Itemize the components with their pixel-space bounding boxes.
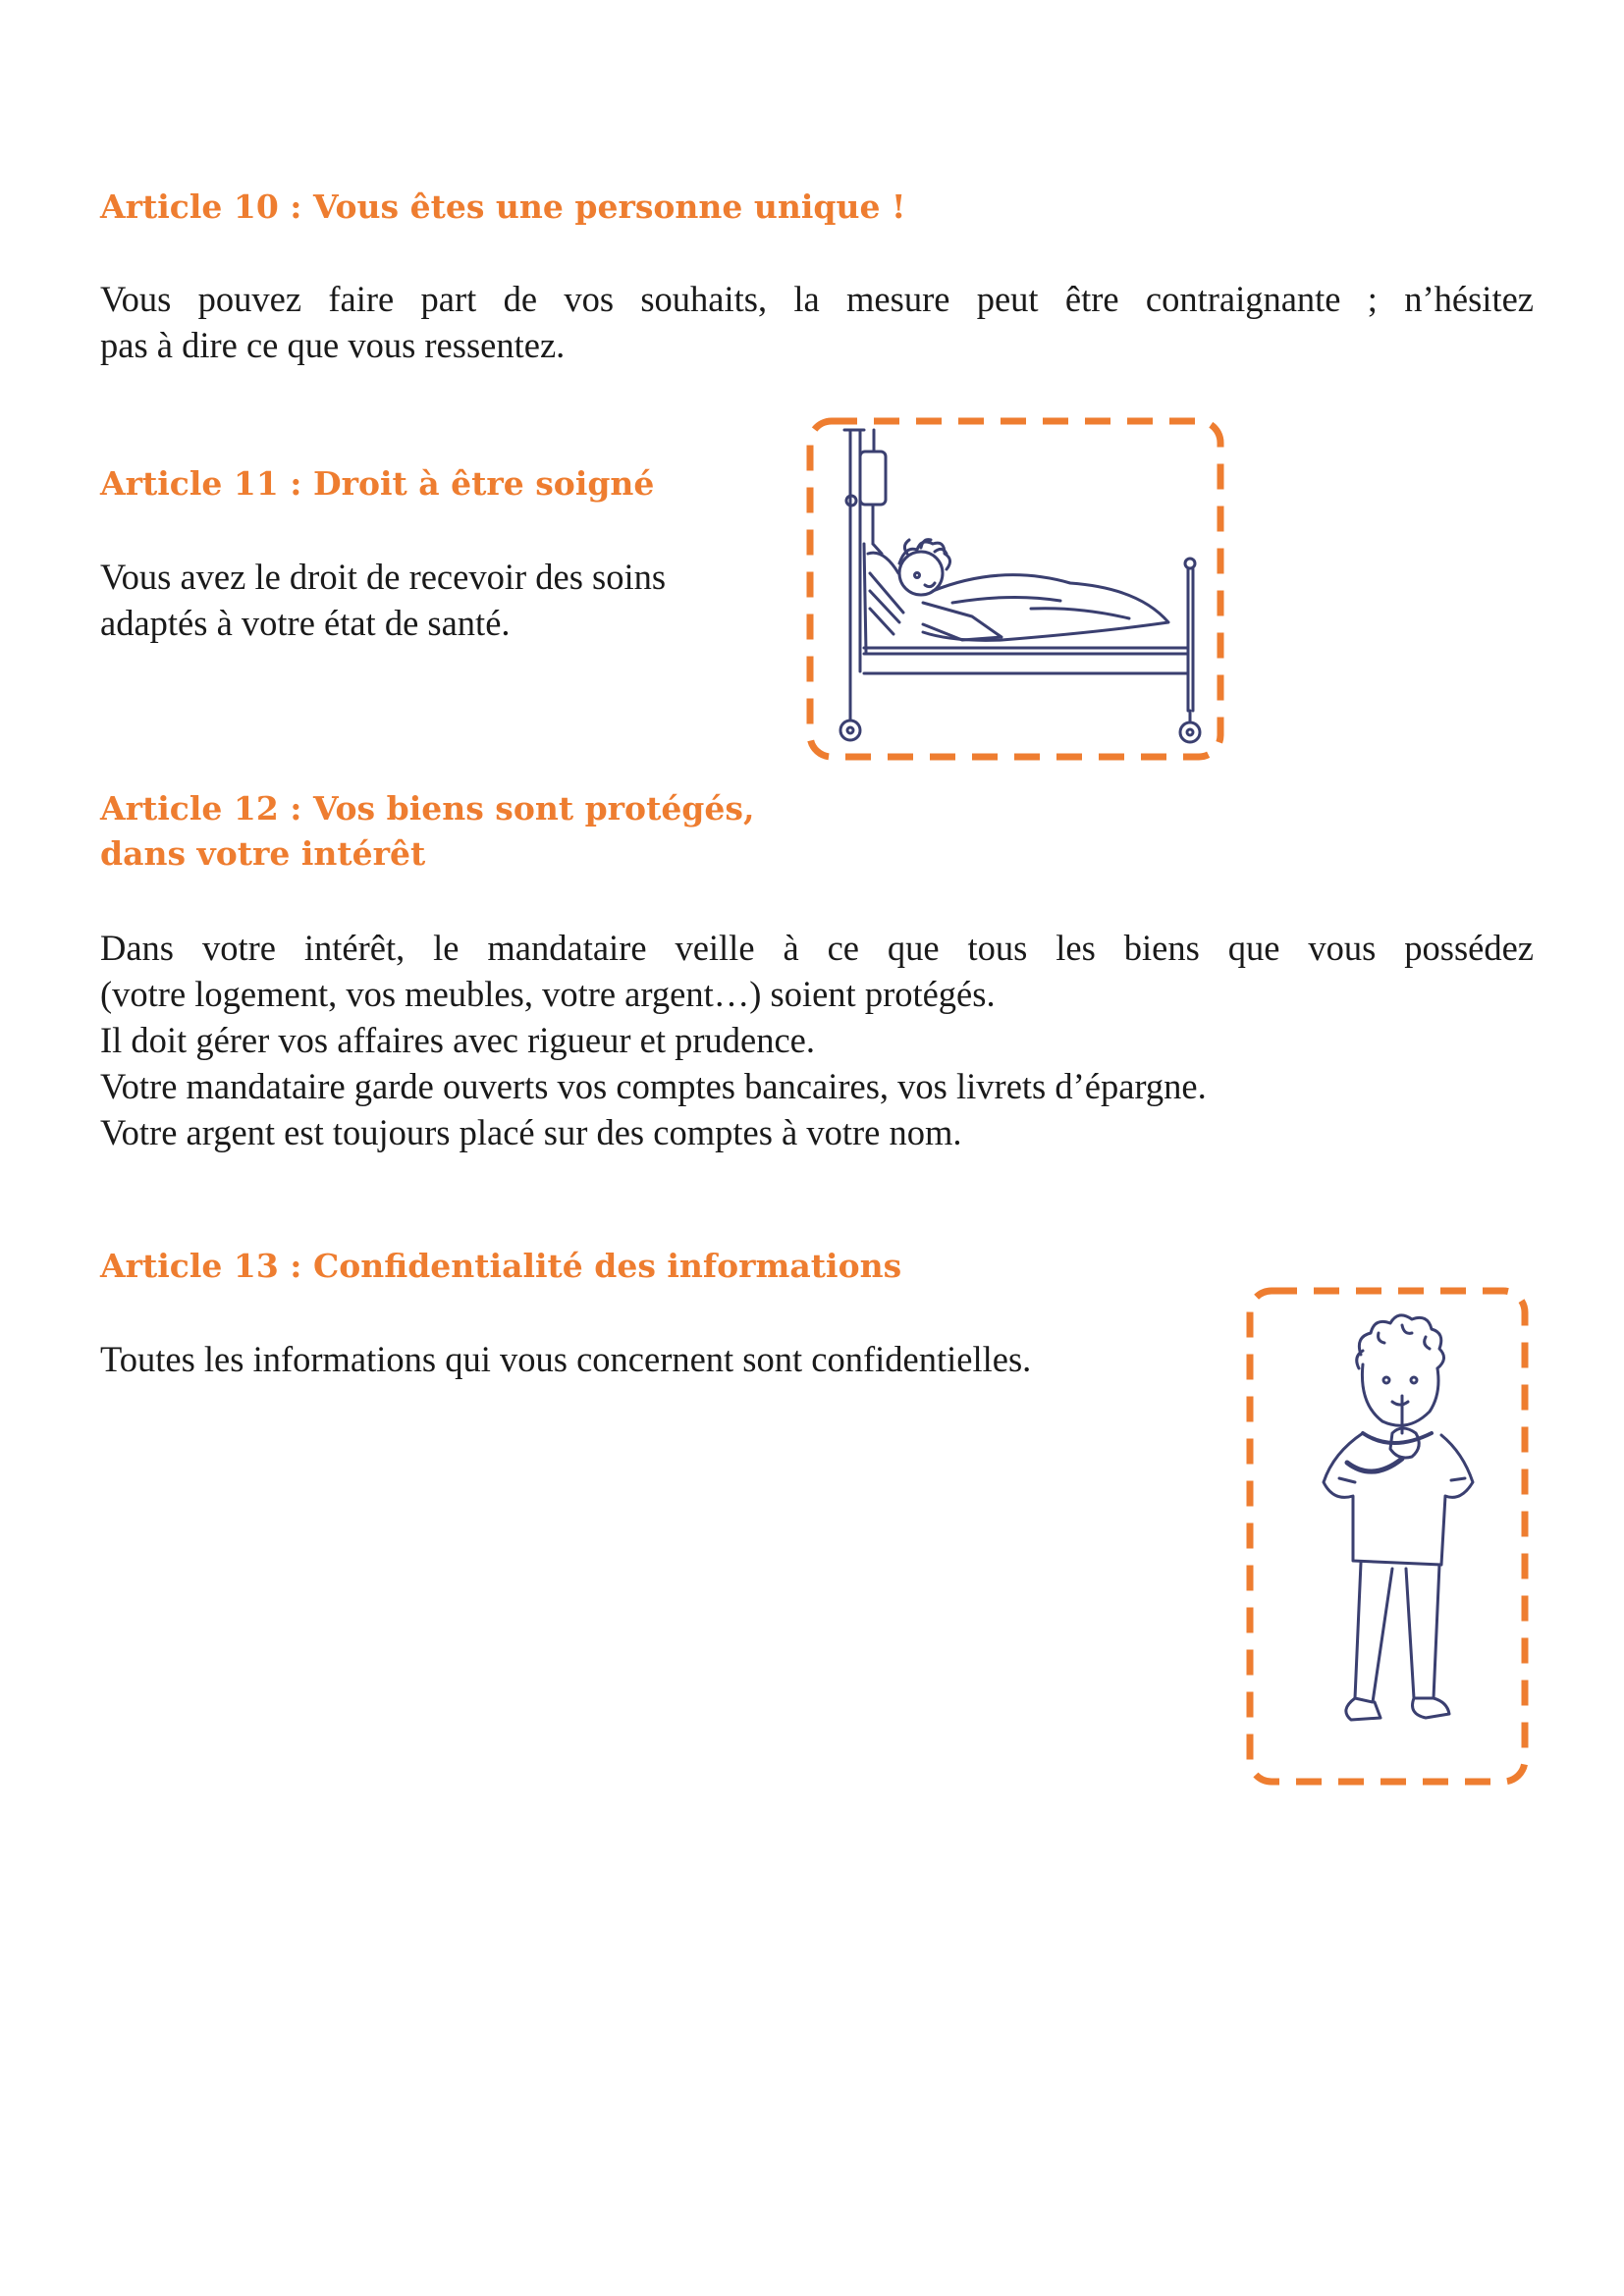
article-13-title: Article 13 : Confidentialité des informations <box>100 1247 902 1285</box>
person-shush-icon <box>1245 1286 1530 1787</box>
article-12-title-line: dans votre intérêt <box>100 834 426 873</box>
article-10-text <box>100 276 1534 368</box>
article-12-line: Votre mandataire garde ouverts vos comptes bancaires, vos livrets d’épargne. <box>100 1066 1207 1106</box>
article-11-text <box>100 554 666 646</box>
article-12-title-line: Article 12 : Vos biens sont protégés, <box>100 789 755 828</box>
article-11-line: Vous avez le droit de recevoir des soins <box>100 557 667 597</box>
article-10-line: pas à dire ce que vous ressentez. <box>100 325 566 365</box>
article-11-title: Article 11 : Droit à être soigné <box>100 464 655 503</box>
hospital-bed-icon <box>805 416 1225 762</box>
article-12-line: Il doit gérer vos affaires avec rigueur et prudence. <box>100 1020 815 1060</box>
article-13-text <box>100 1336 1031 1382</box>
article-12-line: Votre argent est toujours placé sur des comptes à votre nom. <box>100 1112 962 1152</box>
article-12-line: Dans votre intérêt, le mandataire veille à ce que tous les biens que vous possédez <box>100 928 1534 968</box>
article-12-line: (votre logement, vos meubles, votre argent…) soient protégés. <box>100 974 996 1014</box>
hospital-bed-illustration-frame <box>805 416 1225 762</box>
article-12-title <box>100 786 754 877</box>
article-10-line: Vous pouvez faire part de vos souhaits, la mesure peut être contraignante ; n’hésitez <box>100 279 1534 319</box>
person-shush-illustration-frame <box>1245 1286 1530 1787</box>
article-13-line: Toutes les informations qui vous concernent sont confidentielles. <box>100 1339 1032 1379</box>
article-11-line: adaptés à votre état de santé. <box>100 603 511 643</box>
article-12-text <box>100 925 1534 1155</box>
article-10-title: Article 10 : Vous êtes une personne unique ! <box>100 187 906 226</box>
